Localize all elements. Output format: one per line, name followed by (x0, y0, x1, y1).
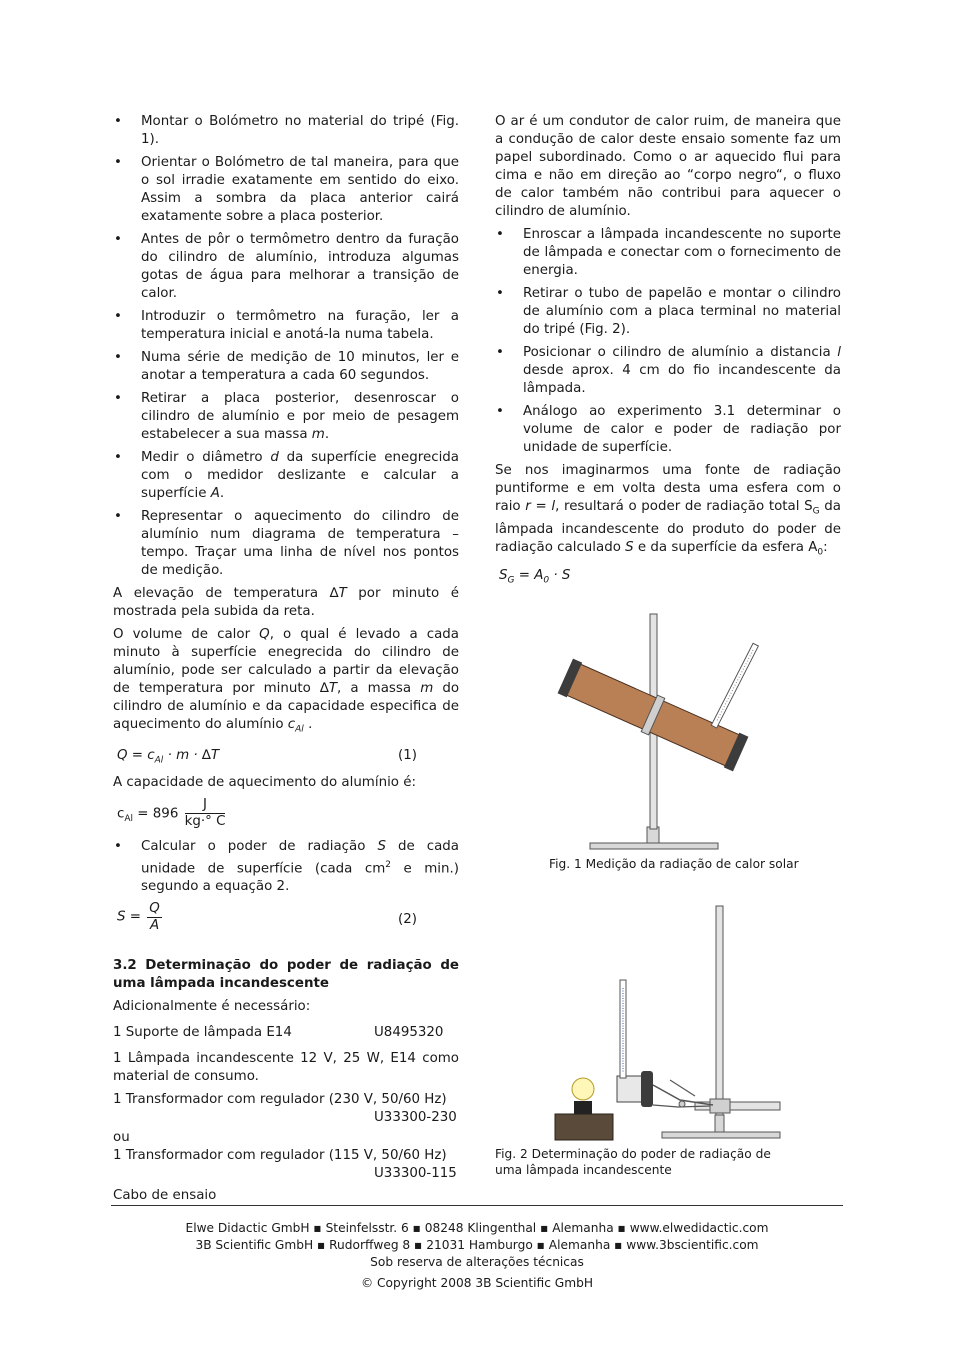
or-text: ou (113, 1130, 130, 1146)
unit-fraction: $\frac{J}{kg\cdot^\circ C}$ (184, 796, 226, 829)
left-column (113, 113, 459, 1210)
list-item: • Retirar a placa posterior, desenroscar o cilindro de alumínio e por meio de pesagem estabelecer a sua massa m. (113, 390, 459, 444)
heat-capacity-formula: $c_{Al} = 896$ $\frac{J}{kg\cdot^\circ C}$ (117, 796, 226, 829)
section-heading: 3.2 Determinação do poder de radiação de uma lâmpada incandescente (113, 958, 459, 992)
footer (0, 1220, 954, 1292)
list-item: • Numa série de medição de 10 minutos, ler e anotar a temperatura a cada 60 segundos. (113, 349, 459, 385)
footer-address-1: Elwe Didactic GmbH ▪ Steinfelsstr. 6 ▪ 08248 Klingenthal ▪ Alemanha ▪ www.elwedidactic.com (185, 1221, 769, 1235)
lamp-base (555, 1114, 613, 1140)
stand-base (662, 1132, 780, 1138)
material-item-2: 1 Lâmpada incandescente 12 V, 25 W, E14 como material de consumo. (113, 1051, 459, 1085)
lamp-socket (574, 1101, 592, 1114)
figure-1-bolometer (555, 610, 785, 855)
list-item: • Representar o aquecimento do cilindro de alumínio num diagrama de temperatura – tempo. Traçar uma linha de nível nos pontos de medição. (113, 508, 459, 580)
figure-2-lamp-setup (550, 900, 790, 1145)
footer-notice: Sob reserva de alterações técnicas (370, 1255, 584, 1269)
material-item-3: 1 Transformador com regulador (230 V, 50/60 Hz) U33300-230 (113, 1091, 459, 1127)
instruction-list-b (113, 838, 459, 896)
equation-3: $S_G = A_0 \cdot S$ (499, 568, 571, 587)
equation-1-number: (1) (398, 747, 417, 763)
equation-2 (113, 901, 459, 939)
right-column (495, 113, 841, 590)
clamp-screw (670, 1080, 695, 1096)
paragraph-capacidade: A capacidade de aquecimento do alumínio é: (113, 774, 416, 790)
paragraph-ar: O ar é um condutor de calor ruim, de maneira que a condução de calor deste ensaio somente faz um papel subordinado. Como o ar aquecido flui para cima e não em direção ao “corpo negro“, o fluxo de calor também não contribui para aquecer o cilindro de alumínio. (495, 114, 841, 219)
paragraph-volume: O volume de calor Q, o qual é levado a cada minuto à superfície enegrecida do cilindro de alumínio, pode ser calculado a partir da elevação de temperatura por minuto ∆T, a massa m do cilindro de alumínio e da capacidade especifica de aquecimento do alumínio $c_{Al}$ . (113, 627, 460, 735)
equation-1 (113, 744, 459, 768)
equation-2-formula: S = $\frac{Q}{A}$ (117, 901, 160, 934)
material-code: U33300-230 (374, 1110, 457, 1126)
paragraph-elevacao: A elevação de temperatura ∆T por minuto é mostrada pela subida da reta. (113, 586, 460, 619)
list-item: • Antes de pôr o termômetro dentro da furação do cilindro de alumínio, introduza algumas gotas de água para melhorar a transição de calor. (113, 231, 459, 303)
light-bulb (572, 1078, 594, 1100)
aluminum-cylinder (617, 1076, 643, 1102)
list-item: • Introduzir o termômetro na furação, ler a temperatura inicial e anotá-la numa tabela. (113, 308, 459, 344)
footer-address-2: 3B Scientific GmbH ▪ Rudorffweg 8 ▪ 21031 Hamburgo ▪ Alemanha ▪ www.3bscientific.com (195, 1238, 759, 1252)
paragraph-fonte: Se nos imaginarmos uma fonte de radiação puntiforme e em volta desta uma esfera com o raio r = l, resultará o poder de radiação total $S_G$ da lâmpada incandescente do produto do poder de radiação calculado S e da superfície da esfera $A_0$: (495, 463, 841, 558)
footer-copyright: © Copyright 2008 3B Scientific GmbH (360, 1276, 594, 1290)
material-code: U8495320 (374, 1025, 444, 1041)
figure-1-caption: Fig. 1 Medição da radiação de calor solar (549, 857, 799, 871)
list-item: • Enroscar a lâmpada incandescente no suporte de lâmpada e conectar com o fornecimento de energia. (495, 226, 841, 280)
list-item: • Calcular o poder de radiação S de cada unidade de superfície (cada $cm^2$ e min.) segundo a equação 2. (113, 838, 459, 896)
clamp-joint (679, 1101, 685, 1107)
instruction-list-a (113, 113, 459, 580)
list-item: • Posicionar o cilindro de alumínio a distancia l desde aprox. 4 cm do fio incandescente da lâmpada. (495, 344, 841, 398)
list-item: • Retirar o tubo de papelão e montar o cilindro de alumínio com a placa terminal no material do tripé (Fig. 2). (495, 285, 841, 339)
list-item: • Montar o Bolómetro no material do tripé (Fig. 1). (113, 113, 459, 149)
material-item-1: 1 Suporte de lâmpada E14 U8495320 (113, 1025, 444, 1041)
thermometer (711, 643, 758, 728)
instruction-list-c (495, 226, 841, 457)
material-cable: Cabo de ensaio (113, 1188, 217, 1204)
end-plate (641, 1071, 653, 1107)
tripod-base (590, 843, 718, 849)
equation-1-formula: $Q = c_{Al} \cdot m \cdot \Delta T$ (117, 747, 220, 766)
material-code: U33300-115 (374, 1166, 457, 1182)
equation-2-number: (2) (398, 912, 417, 928)
list-item: • Análogo ao experimento 3.1 determinar o volume de calor e poder de radiação por unidade de superfície. (495, 403, 841, 457)
figure-2-caption: Fig. 2 Determinação do poder de radiação de uma lâmpada incandescente (495, 1147, 771, 1177)
equation-2-fraction: $\frac{Q}{A}$ (149, 901, 160, 934)
footer-divider (111, 1205, 843, 1206)
rod-clamp (710, 1099, 730, 1113)
paragraph-adicional: Adicionalmente é necessário: (113, 999, 311, 1015)
stand-rod (716, 906, 723, 1132)
material-item-4: 1 Transformador com regulador (115 V, 50/60 Hz) U33300-115 (113, 1147, 459, 1183)
stand-foot (715, 1115, 724, 1132)
list-item: • Orientar o Bolómetro de tal maneira, para que o sol irradie exatamente em sentido do eixo. Assim a sombra da placa anterior cairá exatamente sobre a placa posterior. (113, 154, 459, 226)
list-item: • Medir o diâmetro d da superfície enegrecida com o medidor deslizante e calcular a superfície A. (113, 449, 459, 503)
